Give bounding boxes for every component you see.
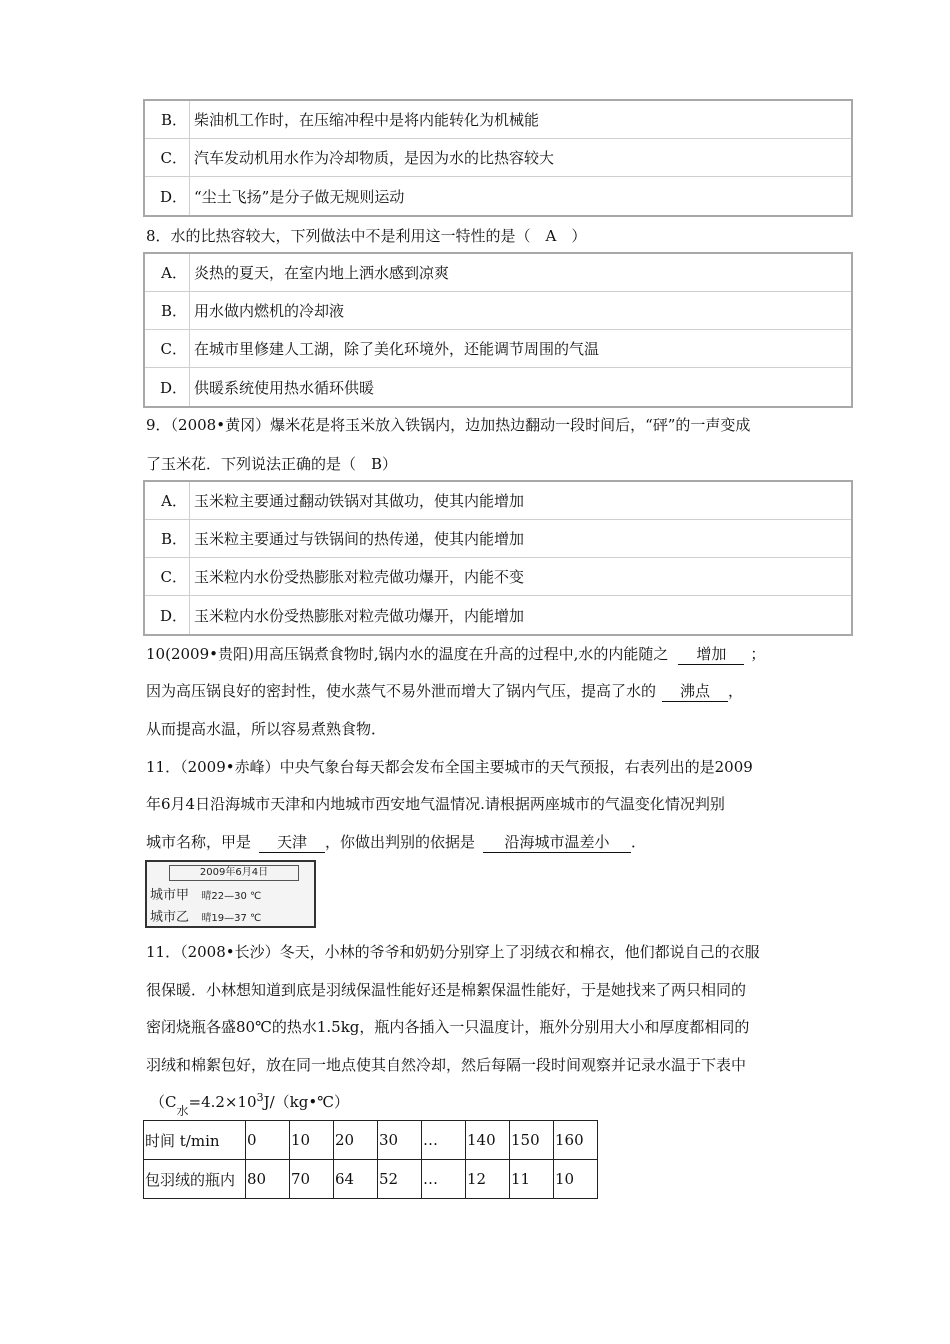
table-cell: 时间 t/min [144, 1121, 246, 1160]
q9-stem-line2: 了玉米花．下列说法正确的是（ B） [146, 455, 398, 473]
table-cell: 80 [246, 1160, 290, 1199]
weather-image [145, 860, 316, 928]
weather-row-2 [150, 906, 261, 925]
city-label: 城市甲 [150, 888, 190, 903]
table-cell: 30 [378, 1121, 422, 1160]
table-cell: 140 [466, 1121, 510, 1160]
formula-superscript: 3 [256, 1091, 264, 1104]
option-letter: A． [145, 482, 190, 519]
table-cell: 12 [466, 1160, 510, 1199]
q8-option-b[interactable] [145, 292, 851, 330]
option-text: 玉米粒主要通过与铁锅间的热传递，使其内能增加 [194, 530, 525, 548]
q9-option-d[interactable] [145, 596, 851, 634]
specific-heat-formula [150, 1091, 349, 1118]
table-cell: 11 [510, 1160, 554, 1199]
q7-options-table [143, 99, 853, 217]
table-cell: 包羽绒的瓶内 [144, 1160, 246, 1199]
q8-option-d[interactable] [145, 368, 851, 406]
option-letter: D． [145, 177, 190, 215]
punct: ， [728, 682, 744, 700]
option-text: 在城市里修建人工湖，除了美化环境外，还能调节周围的气温 [194, 340, 600, 358]
table-cell: 70 [290, 1160, 334, 1199]
option-letter: B． [145, 520, 190, 557]
formula-subscript: 水 [176, 1104, 189, 1118]
weather-date: 2009年6月4日 [169, 865, 299, 881]
table-cell: 10 [554, 1160, 598, 1199]
q11b-line1: 11．（2008•长沙）冬天，小林的爷爷和奶奶分别穿上了羽绒衣和棉衣，他们都说自己的衣服 [146, 943, 760, 961]
punct: ． [631, 833, 647, 851]
q11b-line3: 密闭烧瓶各盛80℃的热水1.5kg，瓶内各插入一只温度计，瓶外分别用大小和厚度都相同的 [146, 1018, 750, 1036]
q8-option-a[interactable] [145, 254, 851, 292]
option-text: 炎热的夏天，在室内地上洒水感到凉爽 [194, 264, 450, 282]
option-text: 玉米粒内水份受热膨胀对粒壳做功爆开，内能不变 [194, 568, 525, 586]
q9-stem-line1: 9．（2008•黄冈）爆米花是将玉米放入铁锅内，边加热边翻动一段时间后，“砰”的一声变成 [146, 416, 751, 434]
option-letter: C． [145, 330, 190, 367]
answer-blank[interactable]: 沸点 [662, 681, 728, 702]
q7-option-c[interactable] [145, 139, 851, 177]
table-cell: 52 [378, 1160, 422, 1199]
option-letter: C． [145, 558, 190, 595]
option-text: “尘土飞扬”是分子做无规则运动 [194, 187, 405, 206]
answer-blank[interactable]: 沿海城市温差小 [483, 832, 631, 853]
q8-option-c[interactable] [145, 330, 851, 368]
q8-options-table [143, 252, 853, 408]
q9-option-b[interactable] [145, 520, 851, 558]
q10-text: 因为高压锅良好的密封性，使水蒸气不易外泄而增大了锅内气压，提高了水的 [146, 682, 657, 700]
table-cell: 10 [290, 1121, 334, 1160]
formula-text: （C [150, 1093, 177, 1111]
q10-line1 [146, 644, 765, 665]
table-cell: 0 [246, 1121, 290, 1160]
option-letter: B． [145, 292, 190, 329]
formula-text: =4.2×10 [188, 1093, 257, 1111]
table-cell: 64 [334, 1160, 378, 1199]
q11b-line4: 羽绒和棉絮包好，放在同一地点使其自然冷却，然后每隔一段时间观察并记录水温于下表中 [146, 1056, 747, 1074]
option-text: 用水做内燃机的冷却液 [194, 302, 345, 320]
q10-line2 [146, 681, 743, 702]
city-label: 城市乙 [150, 910, 190, 925]
table-cell: 20 [334, 1121, 378, 1160]
q7-option-b[interactable] [145, 101, 851, 139]
option-letter: D． [145, 368, 190, 406]
option-text: 玉米粒内水份受热膨胀对粒壳做功爆开，内能增加 [194, 606, 525, 625]
option-text: 汽车发动机用水作为冷却物质，是因为水的比热容较大 [194, 149, 555, 167]
table-row [144, 1121, 598, 1160]
q11a-text: ，你做出判别的依据是 [325, 833, 476, 851]
option-text: 柴油机工作时，在压缩冲程中是将内能转化为机械能 [194, 111, 540, 129]
formula-text: J/（kg•℃） [263, 1093, 349, 1111]
table-row [144, 1160, 598, 1199]
q9-option-c[interactable] [145, 558, 851, 596]
weather-row-1 [150, 884, 261, 903]
q9-option-a[interactable] [145, 482, 851, 520]
q10-line3: 从而提高水温，所以容易煮熟食物． [146, 720, 387, 738]
option-letter: A． [145, 254, 190, 291]
q11a-line3 [146, 832, 646, 853]
q10-text: 10(2009•贵阳)用高压锅煮食物时,锅内水的温度在升高的过程中,水的内能随之 [146, 645, 669, 663]
table-cell: 150 [510, 1121, 554, 1160]
answer-blank[interactable]: 天津 [259, 832, 325, 853]
option-letter: D． [145, 596, 190, 634]
option-text: 玉米粒主要通过翻动铁锅对其做功，使其内能增加 [194, 492, 525, 510]
temperature-table [143, 1120, 598, 1199]
q11b-line2: 很保暖．小林想知道到底是羽绒保温性能好还是棉絮保温性能好，于是她找来了两只相同的 [146, 981, 747, 999]
q11a-text: 城市名称，甲是 [146, 833, 252, 851]
punct: ； [750, 645, 766, 663]
q11a-line1: 11．（2009•赤峰）中央气象台每天都会发布全国主要城市的天气预报，右表列出的是2009 [146, 758, 753, 776]
q8-stem: 8．水的比热容较大，下列做法中不是利用这一特性的是（ A ） [146, 227, 587, 245]
option-text: 供暖系统使用热水循环供暖 [194, 378, 375, 397]
table-cell: … [422, 1121, 466, 1160]
table-cell: 160 [554, 1121, 598, 1160]
q9-options-table [143, 480, 853, 636]
option-letter: B． [145, 101, 190, 138]
temp-range: 晴22—30 ℃ [201, 891, 262, 902]
answer-blank[interactable]: 增加 [678, 644, 744, 665]
q7-option-d[interactable] [145, 177, 851, 215]
temp-range: 晴19—37 ℃ [201, 913, 262, 924]
table-cell: … [422, 1160, 466, 1199]
option-letter: C． [145, 139, 190, 176]
q11a-line2: 年6月4日沿海城市天津和内地城市西安地气温情况.请根据两座城市的气温变化情况判别 [146, 795, 725, 813]
